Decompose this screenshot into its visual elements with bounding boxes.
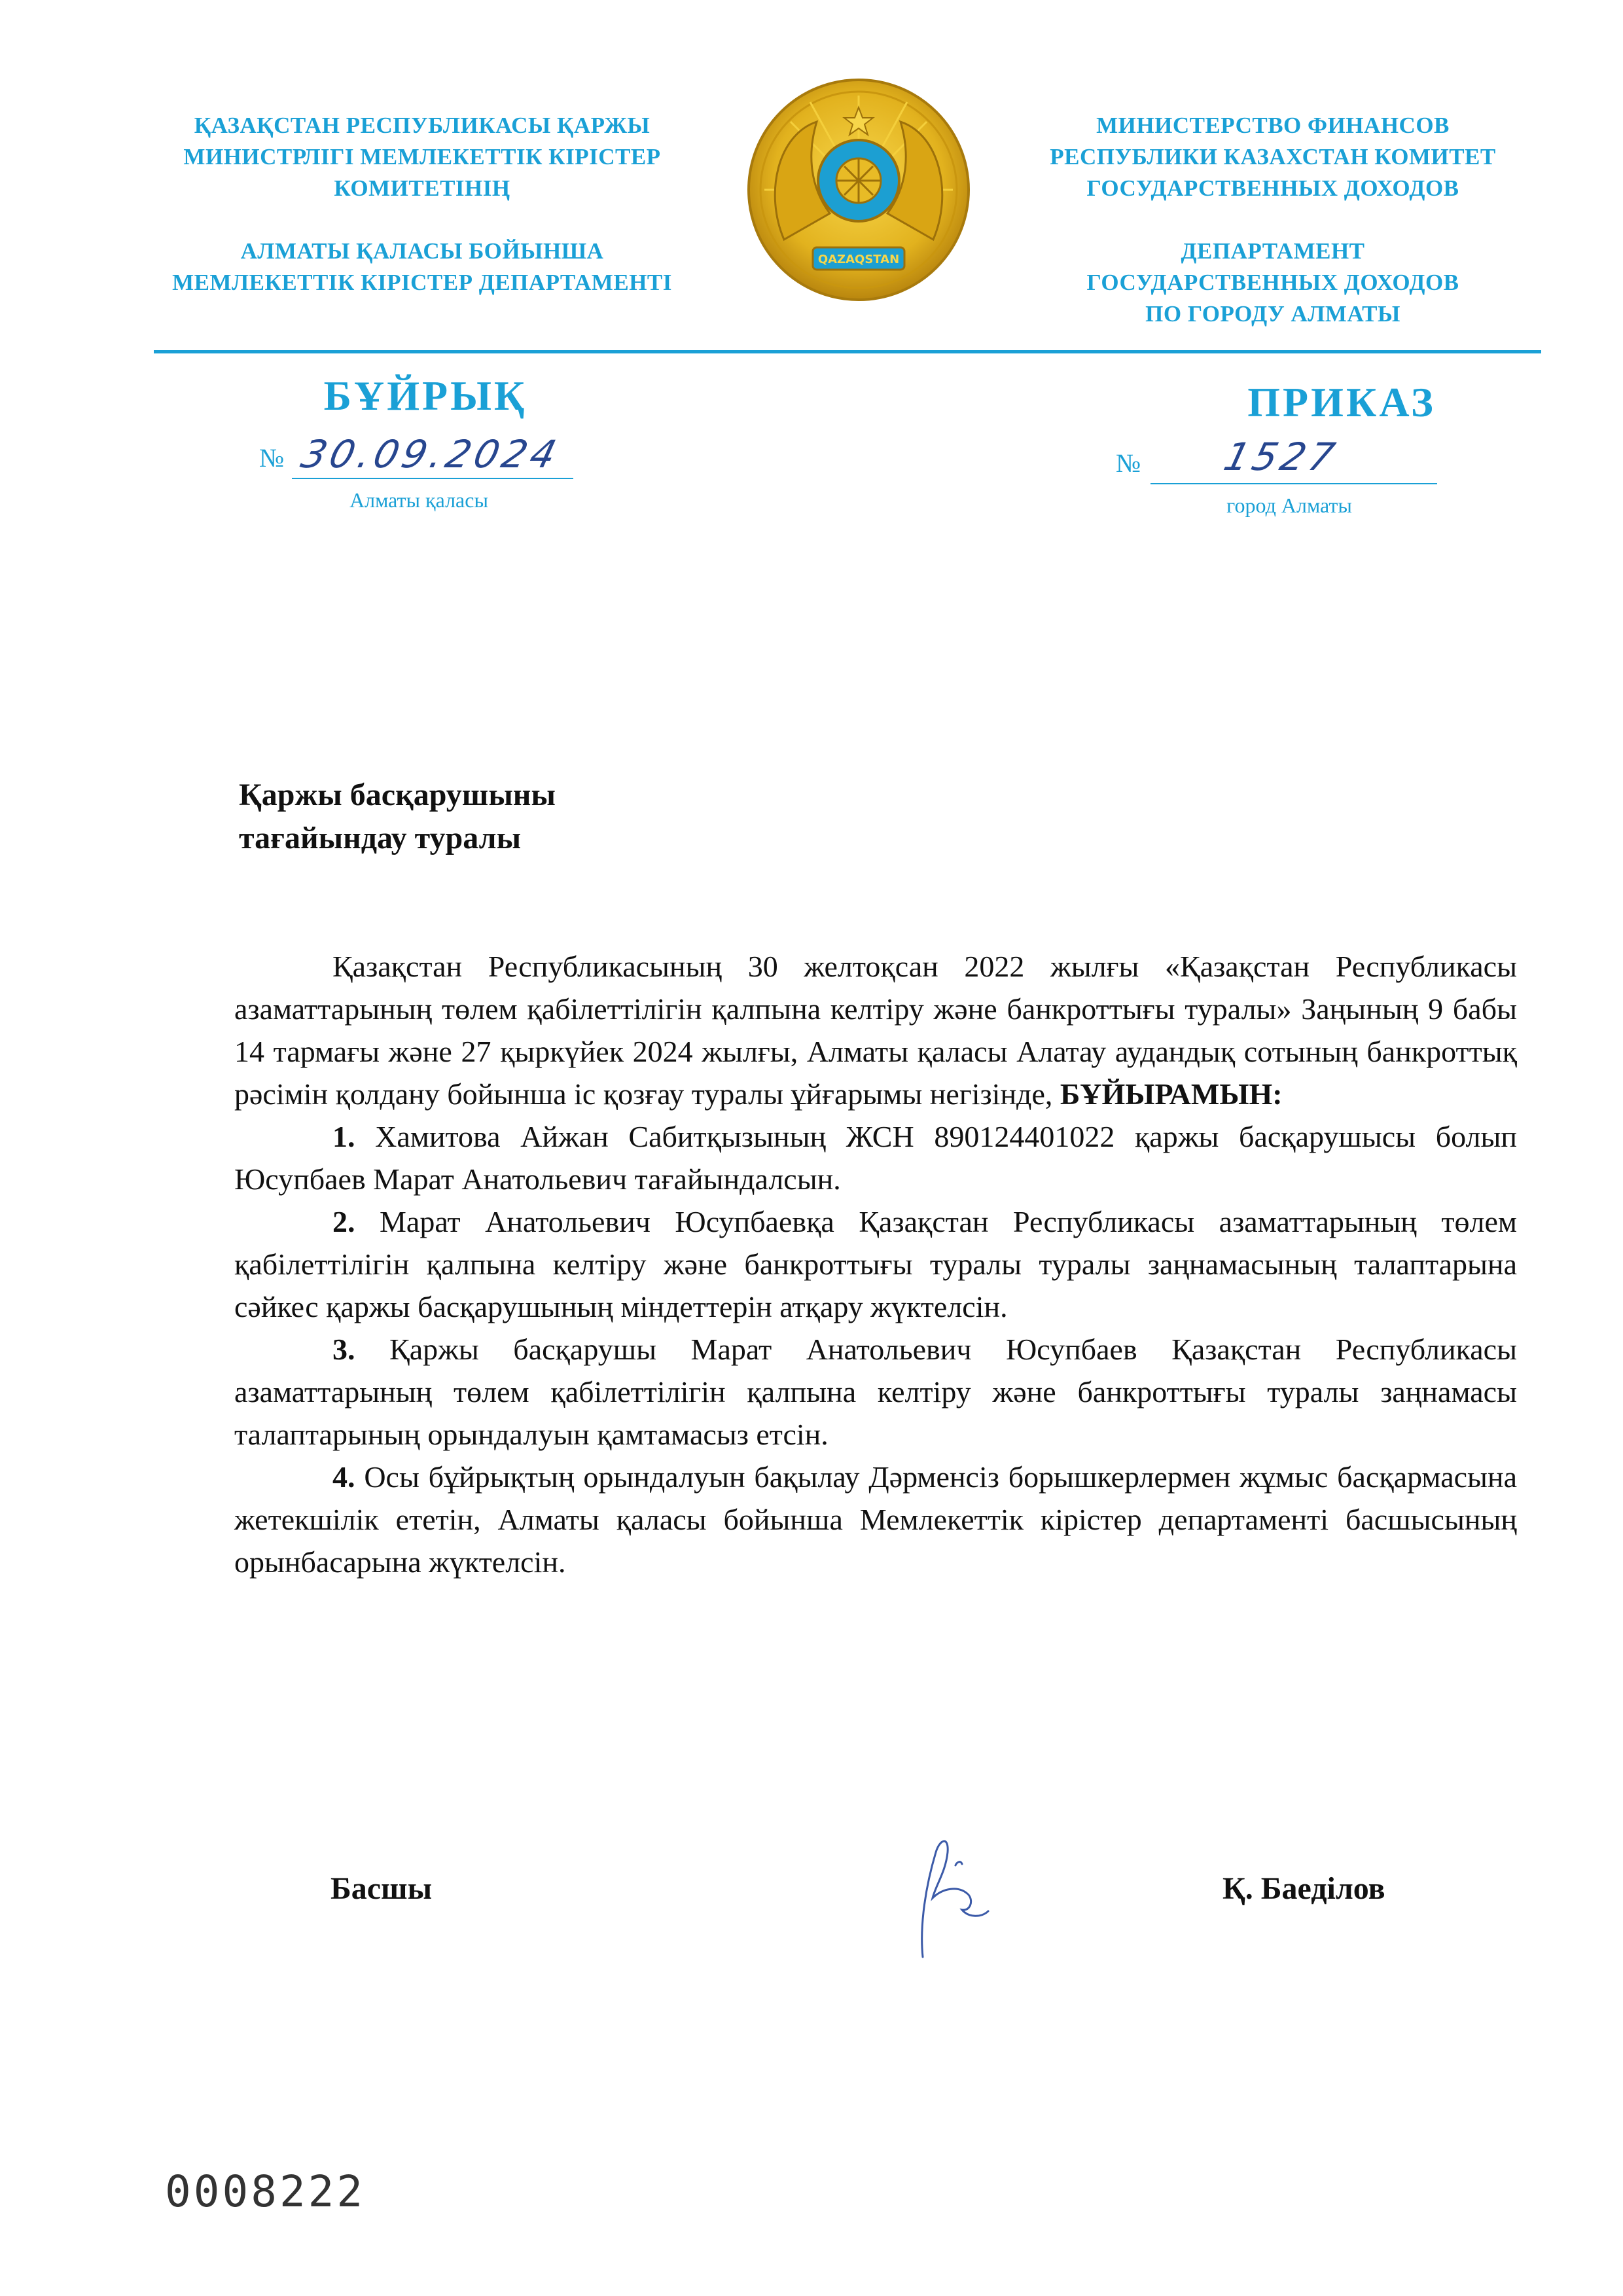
item-number: 1. (332, 1120, 355, 1153)
order-title-ru: ПРИКАЗ (1247, 379, 1436, 425)
order-item (234, 1200, 1517, 1328)
header-kz-line: КОМИТЕТІНІҢ (334, 175, 510, 201)
order-subject (239, 774, 556, 860)
item-text: Осы бұйрықтың орындалуын бақылау Дәрменсіз борышкерлермен жұмыс басқармасына жетекшілік ететін, Алматы қаласы бойынша Мемлекеттік кірістер департаменті басшысының орынбасарына жүктелсін. (234, 1460, 1517, 1579)
header-ru-line: ПО ГОРОДУ АЛМАТЫ (1145, 301, 1400, 327)
header-kz-line: ҚАЗАҚСТАН РЕСПУБЛИКАСЫ ҚАРЖЫ (194, 113, 651, 138)
state-emblem-icon (745, 76, 972, 304)
header-kz-line: МИНИСТРЛІГІ МЕМЛЕКЕТТІК КІРІСТЕР (183, 144, 661, 170)
header-kz-line: МЕМЛЕКЕТТІК КІРІСТЕР ДЕПАРТАМЕНТІ (172, 270, 672, 295)
order-item (234, 1115, 1517, 1200)
subject-line: Қаржы басқарушыны (239, 778, 556, 812)
handwritten-signature-icon (897, 1826, 1014, 1970)
signatory-position: Басшы (330, 1871, 433, 1906)
blank-serial-number: 0008222 (165, 2166, 366, 2217)
item-text: Хамитова Айжан Сабитқызының ЖСН 890124401022 қаржы басқарушысы болып Юсупбаев Марат Анатольевич тағайындалсын. (234, 1120, 1517, 1196)
intro-command: БҰЙЫРАМЫН: (1060, 1077, 1283, 1111)
header-ru-line: ДЕПАРТАМЕНТ (1181, 238, 1365, 264)
handwritten-date: 30.09.2024 (296, 432, 565, 476)
intro-paragraph (234, 945, 1517, 1115)
number-sign-kz: № (259, 443, 285, 473)
order-title-kz: БҰЙРЫҚ (323, 372, 527, 419)
order-item (234, 1456, 1517, 1583)
header-ru-line: ГОСУДАРСТВЕННЫХ ДОХОДОВ (1086, 175, 1459, 201)
header-ru-line: ГОСУДАРСТВЕННЫХ ДОХОДОВ (1086, 270, 1459, 295)
subject-line: тағайындау туралы (239, 821, 522, 855)
order-body (234, 945, 1517, 1583)
header-ru-line: МИНИСТЕРСТВО ФИНАНСОВ (1096, 113, 1450, 138)
header-ru (1024, 110, 1522, 330)
item-number: 3. (332, 1333, 355, 1366)
number-sign-ru: № (1116, 448, 1141, 478)
item-text: Қаржы басқарушы Марат Анатольевич Юсупбаев Қазақстан Республикасы азаматтарының төлем қабілеттілігін қалпына келтіру және банкроттығы туралы заңнамасы талаптарының орындалуын қамтамасыз етсін. (234, 1333, 1517, 1451)
item-number: 2. (332, 1205, 355, 1238)
header-kz (141, 110, 704, 298)
city-ru: город Алматы (1226, 493, 1352, 517)
order-item (234, 1328, 1517, 1456)
header-divider (154, 350, 1541, 353)
handwritten-number: 1527 (1219, 435, 1344, 479)
header-ru-line: РЕСПУБЛИКИ КАЗАХСТАН КОМИТЕТ (1050, 144, 1496, 170)
intro-text: Қазақстан Республикасының 30 желтоқсан 2022 жылғы «Қазақстан Республикасы азаматтарының төлем қабілеттілігін қалпына келтіру және банкроттығы туралы» Заңының 9 бабы 14 тармағы және 27 қыркүйек 2024 жылғы, Алматы қаласы Алатау аудандық сотының банкроттық рәсімін қолдану бойынша іс қозғау туралы ұйғарымы негізінде, (234, 950, 1517, 1111)
item-text: Марат Анатольевич Юсупбаевқа Қазақстан Республикасы азаматтарының төлем қабілеттілігін қалпына келтіру және банкроттығы туралы туралы заңнамасының талаптарына сәйкес қаржы басқарушының міндеттерін атқару жүктелсін. (234, 1205, 1517, 1323)
emblem-ribbon-text: QAZAQSTAN (817, 253, 900, 266)
item-number: 4. (332, 1460, 355, 1494)
city-kz: Алматы қаласы (349, 488, 488, 512)
header-kz-line: АЛМАТЫ ҚАЛАСЫ БОЙЫНША (240, 238, 604, 264)
signatory-name: Қ. Баеділов (1222, 1871, 1385, 1906)
